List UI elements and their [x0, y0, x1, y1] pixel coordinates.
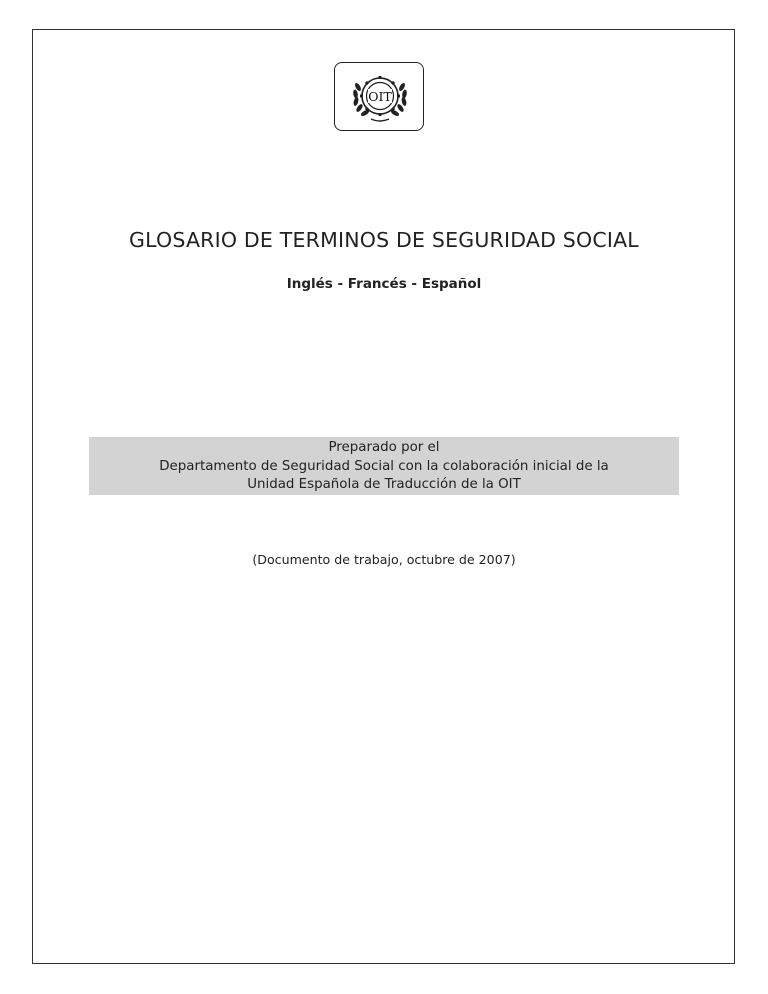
document-title: GLOSARIO DE TERMINOS DE SEGURIDAD SOCIAL	[129, 228, 639, 252]
oit-logo	[334, 62, 424, 131]
languages-subtitle: Inglés - Francés - Español	[286, 276, 482, 292]
logo-text: OIT	[368, 89, 392, 104]
prepared-by-box	[89, 437, 679, 495]
page-border-frame	[32, 29, 735, 964]
prepared-by-line-3: Unidad Española de Traducción de la OIT	[247, 477, 521, 492]
ilo-laurel-logo-icon	[335, 63, 425, 132]
working-document-note: (Documento de trabajo, octubre de 2007)	[252, 552, 516, 567]
prepared-by-line-1: Preparado por el	[328, 440, 440, 455]
prepared-by-line-2: Departamento de Seguridad Social con la colaboración inicial de la	[159, 458, 609, 474]
